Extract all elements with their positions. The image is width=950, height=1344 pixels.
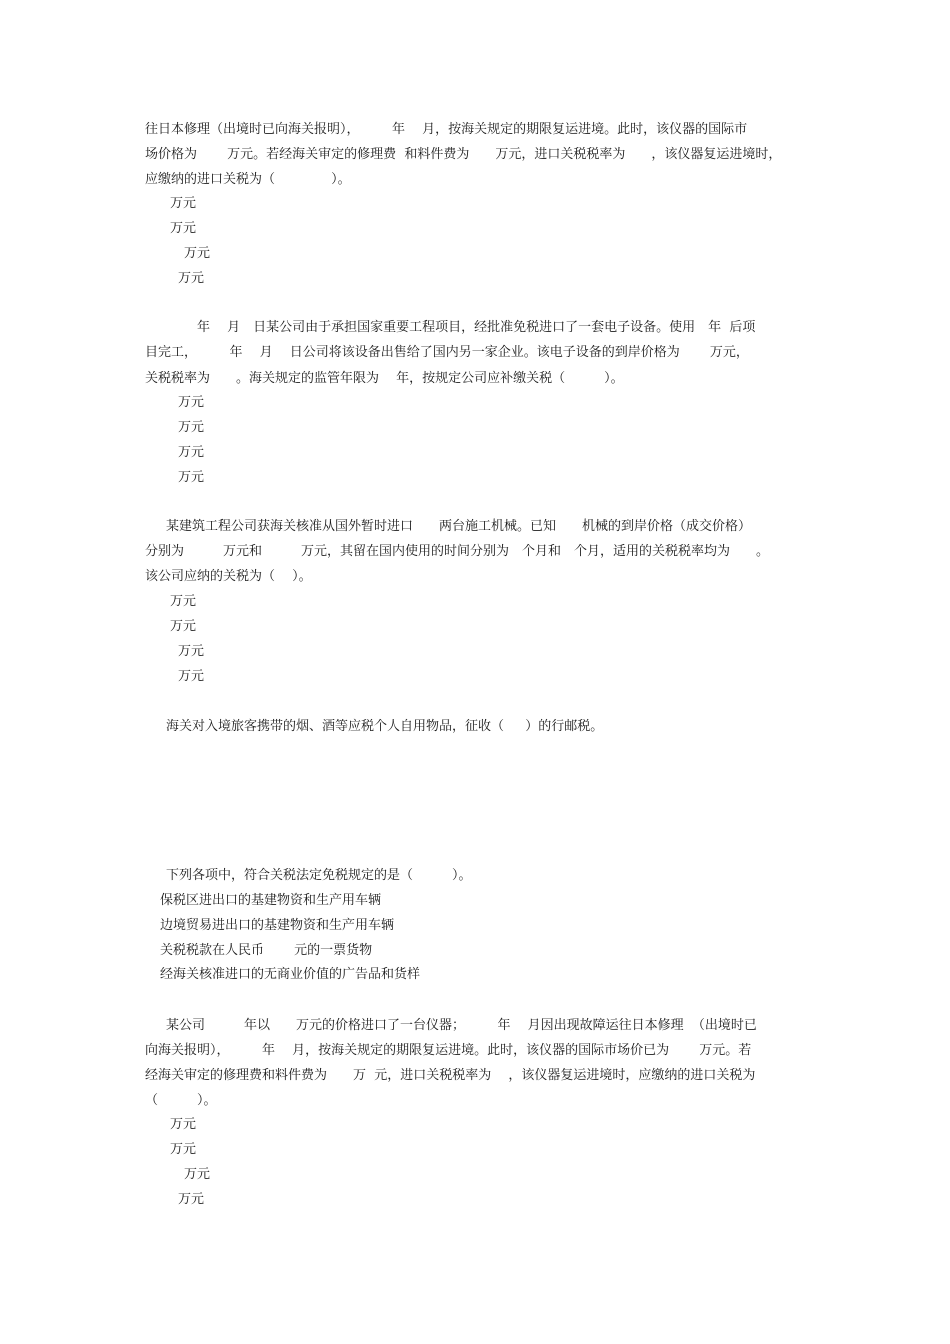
option-d: 经海关核准进口的无商业价值的广告品和货样	[160, 967, 421, 982]
question-6-line-2: 向海关报明）， 年 月，按海关规定的期限复运进境。此时，该仪器的国际市场价已为 万元。若	[145, 1043, 752, 1058]
question-1-line-3: 应缴纳的进口关税为（ ）。	[145, 172, 351, 187]
question-1-line-1: 往日本修理（出境时已向海关报明）， 年 月，按海关规定的期限复运进境。此时，该仪器的国际市	[145, 122, 748, 137]
option-c: 万元	[184, 1167, 211, 1182]
option-a: 万元	[178, 395, 205, 410]
option-c: 万元	[178, 445, 205, 460]
question-6-line-3: 经海关审定的修理费和料件费为 万 元，进口关税税率为 ，该仪器复运进境时，应缴纳的进口关税为	[145, 1068, 756, 1083]
option-a: 万元	[170, 594, 197, 609]
option-c: 万元	[178, 644, 205, 659]
option-b: 万元	[170, 1142, 197, 1157]
question-2-line-2: 目完工， 年 月 日公司将该设备出售给了国内另一家企业。该电子设备的到岸价格为 万元，	[145, 345, 749, 360]
option-d: 万元	[178, 470, 205, 485]
option-b: 万元	[170, 221, 197, 236]
option-a: 保税区进出口的基建物资和生产用车辆	[160, 893, 382, 908]
option-d: 万元	[178, 1192, 205, 1207]
question-4-line-1: 海关对入境旅客携带的烟、酒等应税个人自用物品，征收（ ）的行邮税。	[166, 719, 604, 734]
option-b: 万元	[178, 420, 205, 435]
question-5-line-1: 下列各项中，符合关税法定免税规定的是（ ）。	[166, 868, 472, 883]
option-d: 万元	[178, 669, 205, 684]
option-b: 边境贸易进出口的基建物资和生产用车辆	[160, 918, 395, 933]
question-2-line-3: 关税税率为 。海关规定的监管年限为 年，按规定公司应补缴关税（ ）。	[145, 371, 624, 386]
option-a: 万元	[170, 196, 197, 211]
option-b: 万元	[170, 619, 197, 634]
question-6-line-4: （ ）。	[145, 1093, 217, 1108]
question-3-line-2: 分别为 万元和 万元，其留在国内使用的时间分别为 个月和 个月，适用的关税税率均为 。	[145, 544, 770, 559]
question-3-line-3: 该公司应纳的关税为（ ）。	[145, 569, 312, 584]
question-6-line-1: 某公司 年以 万元的价格进口了一台仪器； 年 月因出现故障运往日本修理 （出境时已	[166, 1018, 757, 1033]
question-3-line-1: 某建筑工程公司获海关核准从国外暂时进口 两台施工机械。已知 机械的到岸价格（成交价格）	[166, 519, 752, 534]
question-1-line-2: 场价格为 万元。若经海关审定的修理费 和料件费为 万元，进口关税税率为 ，该仪器复运进境时，	[145, 147, 782, 162]
option-a: 万元	[170, 1117, 197, 1132]
option-c: 万元	[184, 246, 211, 261]
question-2-line-1: 年 月 日某公司由于承担国家重要工程项目，经批准免税进口了一套电子设备。使用 年 后项	[145, 320, 756, 335]
option-c: 关税税款在人民币 元的一票货物	[160, 943, 373, 958]
option-d: 万元	[178, 271, 205, 286]
